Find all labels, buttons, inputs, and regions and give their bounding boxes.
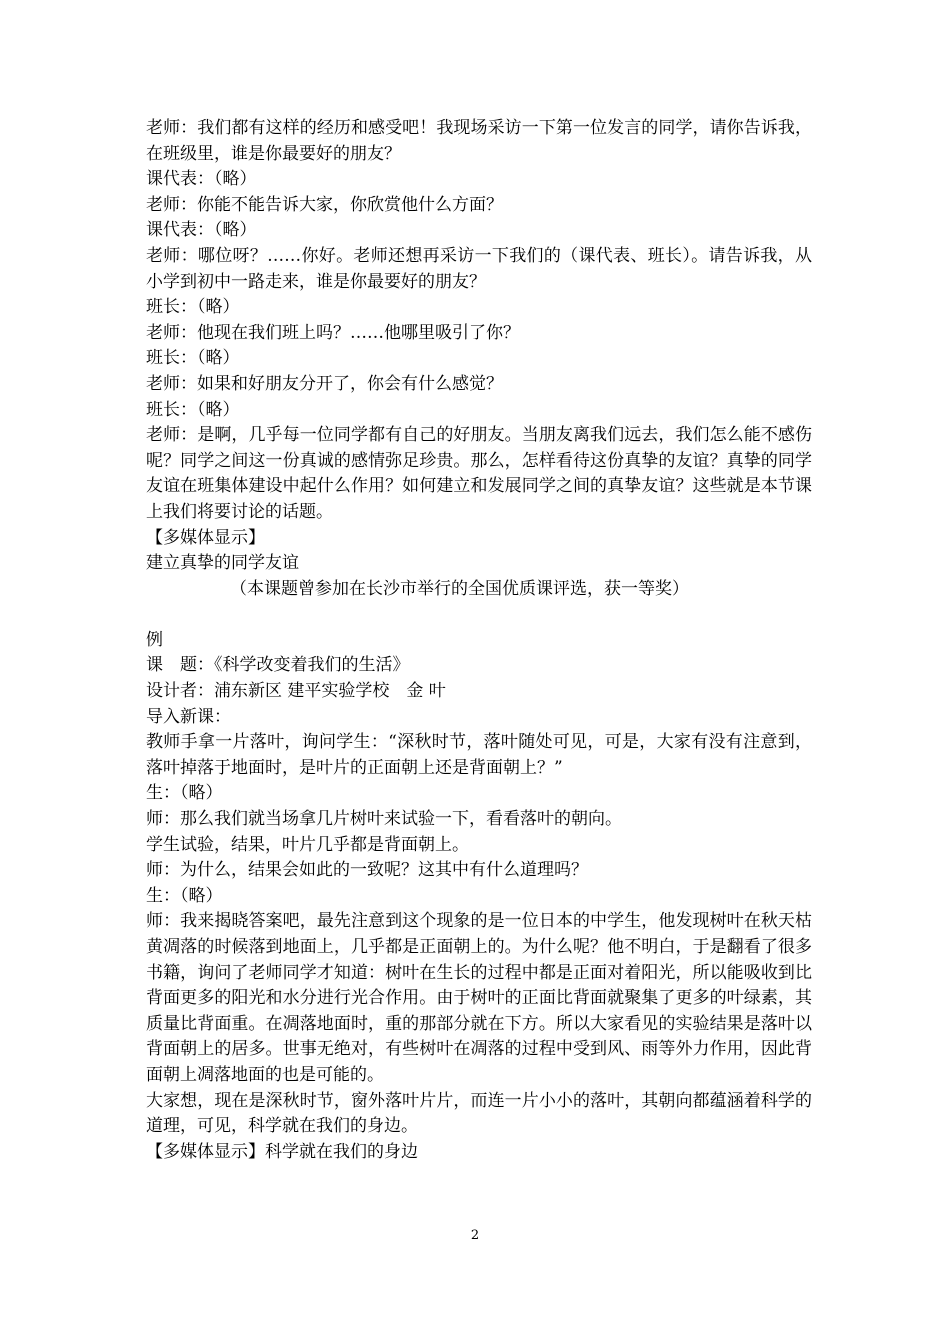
teacher-line: 师：那么我们就当场拿几片树叶来试验一下，看看落叶的朝向。 [146,809,622,830]
teacher-explanation: 师：我来揭晓答案吧，最先注意到这个现象的是一位日本的中学生，他发现树叶在秋天枯黄凋落的时候落到地面上，几乎都是正面朝上的。为什么呢？他不明白，于是翻看了很多书籍，询问了老师同学才知道：树叶在生长的过程中都是正面对着阳光，所以能吸收到比背面更多的阳光和水分进行光合作用。由于树叶的正面比背面就聚集了更多的叶绿素，其质量比背面重。在凋落地面时，重的那部分就在下方。所以大家看见的实验结果是落叶以背面朝上的居多。世事无绝对，有些树叶在凋落的过程中受到风、雨等外力作用，因此背面朝上凋落地面的也是可能的。 [146,911,812,1085]
teacher-question: 教师手拿一片落叶，询问学生：“深秋时节，落叶随处可见，可是，大家有没有注意到，落叶掉落于地面时，是叶片的正面朝上还是背面朝上？” [146,732,812,778]
student-line: 生：（略） [146,885,223,906]
monitor-line: 班长：（略） [146,348,240,369]
teacher-line: 师：为什么，结果会如此的一致呢？这其中有什么道理吗？ [146,860,588,881]
teacher-line: 老师：他现在我们班上吗？……他哪里吸引了你？ [146,322,520,343]
experiment-line: 学生试验，结果，叶片几乎都是背面朝上。 [146,834,469,855]
teacher-line: 老师：我们都有这样的经历和感受吧！我现场采访一下第一位发言的同学，请你告诉我，在班级里，谁是你最要好的朋友？ [146,118,812,164]
multimedia-heading: 【多媒体显示】 [146,527,265,548]
multimedia-heading: 【多媒体显示】科学就在我们的身边 [146,1141,418,1162]
example-label: 例 [146,629,163,650]
monitor-line: 班长：（略） [146,297,240,318]
award-note: （本课题曾参加在长沙市举行的全国优质课评选，获一等奖） [230,578,689,599]
rep-line: 课代表：（略） [146,220,257,241]
teacher-line: 老师：你能不能告诉大家，你欣赏他什么方面？ [146,194,503,215]
topic-title: 建立真挚的同学友谊 [146,553,299,574]
student-line: 生：（略） [146,783,223,804]
lesson-title: 课 题：《科学改变着我们的生活》 [146,655,410,676]
intro-heading: 导入新课： [146,706,231,727]
teacher-line: 老师：如果和好朋友分开了，你会有什么感觉？ [146,373,503,394]
monitor-line: 班长：（略） [146,399,240,420]
designer-line: 设计者：浦东新区 建平实验学校 金 叶 [146,681,446,702]
rep-line: 课代表：（略） [146,169,257,190]
spacer [146,602,812,628]
page-number: 2 [470,1228,480,1243]
conclusion-line: 大家想，现在是深秋时节，窗外落叶片片，而连一片小小的落叶，其朝向都蕴涵着科学的道理，可见，科学就在我们的身边。 [146,1090,812,1137]
teacher-line: 老师：是啊，几乎每一位同学都有自己的好朋友。当朋友离我们远去，我们怎么能不感伤呢？同学之间这一份真诚的感情弥足珍贵。那么，怎样看待这份真挚的友谊？真挚的同学友谊在班集体建设中起什么作用？如何建立和发展同学之间的真挚友谊？这些就是本节课上我们将要讨论的话题。 [146,425,812,522]
teacher-line: 老师：哪位呀？……你好。老师还想再采访一下我们的（课代表、班长）。请告诉我，从小学到初中一路走来，谁是你最要好的朋友？ [146,245,812,292]
document-body [146,116,812,1165]
